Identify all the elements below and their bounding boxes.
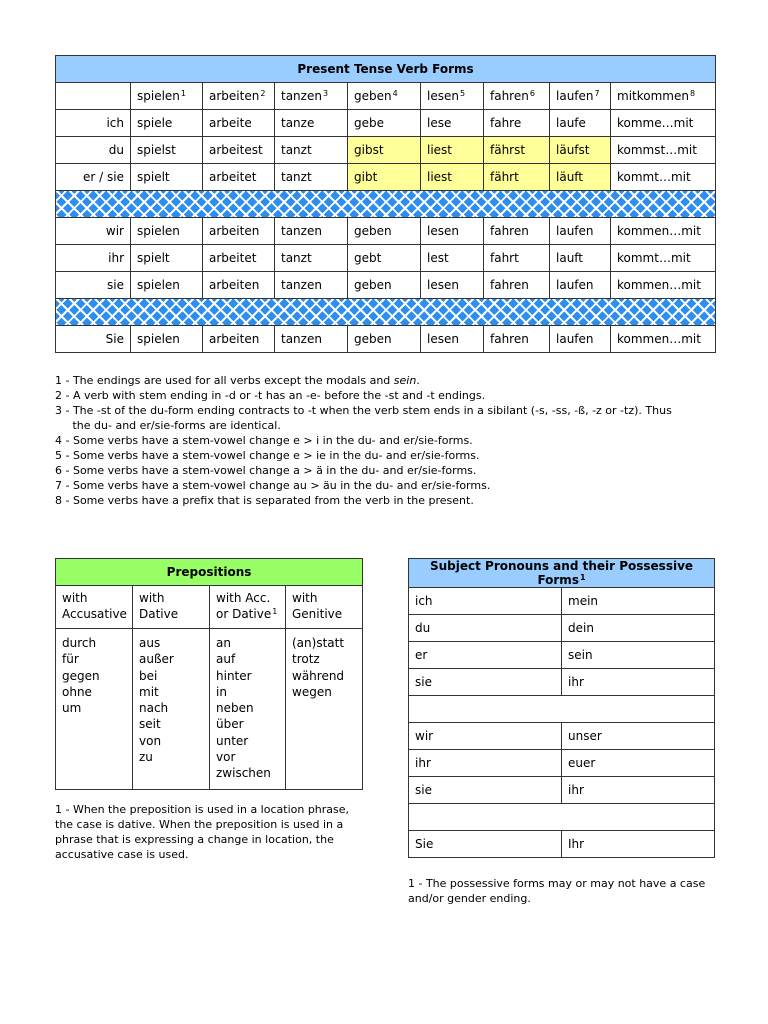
verb-form-cell: fahrt xyxy=(484,245,550,272)
case-header-line1: with xyxy=(62,591,88,605)
prepositions-table xyxy=(55,558,363,790)
verb-form-cell: kommt…mit xyxy=(611,164,716,191)
case-name: or Dative xyxy=(216,607,272,621)
pronoun-row xyxy=(409,723,715,750)
preposition-item: bei xyxy=(139,668,158,683)
pronouns-table xyxy=(408,558,715,858)
footnote-line xyxy=(55,373,735,388)
verb-infinitive: laufen xyxy=(556,89,594,103)
verb-infinitive: fahren xyxy=(490,89,529,103)
verb-form-cell: lest xyxy=(421,245,484,272)
conjugation-row xyxy=(56,137,716,164)
subject-pronoun-cell: wir xyxy=(409,723,562,750)
pronoun-cell: du xyxy=(56,137,131,164)
preposition-item: wegen xyxy=(292,684,332,699)
pronoun-cell: sie xyxy=(56,272,131,299)
possessive-cell: sein xyxy=(562,642,715,669)
verb-header-cell xyxy=(275,83,348,110)
pronouns-title: Subject Pronouns and their Possessive Forms$^1$ xyxy=(409,559,715,588)
footnote-line xyxy=(55,433,735,448)
footnote-text: 6 - Some verbs have a stem-vowel change a > ä in the du- and er/sie-forms. xyxy=(55,464,477,477)
separator-row xyxy=(56,299,716,326)
verb-form-cell: lesen xyxy=(421,326,484,353)
verb-form-cell: fährt xyxy=(484,164,550,191)
footnote-line xyxy=(55,388,735,403)
pronoun-row xyxy=(409,642,715,669)
preposition-item: seit xyxy=(139,717,161,732)
footnote-text: 5 - Some verbs have a stem-vowel change e > ie in the du- and er/sie-forms. xyxy=(55,449,480,462)
preposition-item: außer xyxy=(139,652,174,667)
verb-form-cell: laufen xyxy=(550,218,611,245)
preposition-item: von xyxy=(139,733,162,748)
separator-row xyxy=(56,191,716,218)
case-header-line2 xyxy=(216,606,279,622)
footnote-ref: 6 xyxy=(529,89,535,98)
possessive-cell: euer xyxy=(562,750,715,777)
preposition-item: unter xyxy=(216,733,249,748)
verb-form-cell: arbeite xyxy=(203,110,275,137)
footnote-line xyxy=(55,403,735,418)
preposition-item: zu xyxy=(139,750,153,765)
verb-form-cell: lesen xyxy=(421,272,484,299)
verb-infinitive: lesen xyxy=(427,89,459,103)
verb-form-cell: läuft xyxy=(550,164,611,191)
verb-form-cell: arbeiten xyxy=(203,218,275,245)
footnote-line xyxy=(55,448,735,463)
verb-form-cell: gibt xyxy=(348,164,421,191)
case-header xyxy=(133,586,210,629)
subject-pronoun-cell: Sie xyxy=(409,831,562,858)
preposition-item: hinter xyxy=(216,668,252,683)
prepositions-footnote: 1 - When the preposition is used in a location phrase, the case is dative. When the preposition is used in a phrase that is expressing a change in location, the accusative case is used. xyxy=(55,803,350,861)
pronoun-cell: ihr xyxy=(56,245,131,272)
preposition-list xyxy=(210,629,286,790)
verb-form-cell: tanzen xyxy=(275,272,348,299)
case-header-line2 xyxy=(292,606,356,622)
pronoun-cell: er / sie xyxy=(56,164,131,191)
verb-form-cell: liest xyxy=(421,137,484,164)
footnote-text: 8 - Some verbs have a prefix that is separated from the verb in the present. xyxy=(55,494,474,507)
preposition-item: zwischen xyxy=(216,766,271,781)
pronoun-cell: wir xyxy=(56,218,131,245)
verb-infinitive: mitkommen xyxy=(617,89,689,103)
preposition-item: mit xyxy=(139,684,159,699)
pronoun-cell: ich xyxy=(56,110,131,137)
possessive-cell: dein xyxy=(562,615,715,642)
preposition-item: durch xyxy=(62,636,97,650)
footnote-line xyxy=(55,478,735,493)
preposition-item: trotz xyxy=(292,652,320,667)
subject-pronoun-cell: er xyxy=(409,642,562,669)
case-name: Accusative xyxy=(62,607,127,621)
pronoun-cell: Sie xyxy=(56,326,131,353)
preposition-item: für xyxy=(62,652,79,667)
verb-form-cell: arbeiten xyxy=(203,272,275,299)
possessive-cell: ihr xyxy=(562,669,715,696)
verb-infinitive: arbeiten xyxy=(209,89,260,103)
case-header xyxy=(286,586,363,629)
pronoun-row xyxy=(409,615,715,642)
preposition-list xyxy=(133,629,210,790)
case-name: Genitive xyxy=(292,607,343,621)
verb-header-cell xyxy=(484,83,550,110)
verb-form-cell: spielst xyxy=(131,137,203,164)
verb-form-cell: geben xyxy=(348,218,421,245)
verb-form-cell: kommt…mit xyxy=(611,245,716,272)
hatched-separator xyxy=(56,191,716,218)
case-header-line1: with xyxy=(292,591,318,605)
possessive-cell: mein xyxy=(562,588,715,615)
verb-form-cell: tanzen xyxy=(275,218,348,245)
possessive-cell: unser xyxy=(562,723,715,750)
blank-row xyxy=(409,804,715,831)
verb-form-cell: lauft xyxy=(550,245,611,272)
case-header-line2 xyxy=(139,606,203,622)
verb-form-cell: komme…mit xyxy=(611,110,716,137)
verb-form-cell: kommen…mit xyxy=(611,326,716,353)
conjugation-row xyxy=(56,164,716,191)
possessive-cell: Ihr xyxy=(562,831,715,858)
verb-form-cell: tanzt xyxy=(275,245,348,272)
footnote-text: 1 - The endings are used for all verbs except the modals and xyxy=(55,374,394,387)
conjugation-row xyxy=(56,272,716,299)
verb-form-cell: kommst…mit xyxy=(611,137,716,164)
conjugation-row xyxy=(56,245,716,272)
footnote-ref: 1 xyxy=(272,607,278,616)
preposition-item: um xyxy=(62,701,82,716)
preposition-item: neben xyxy=(216,701,254,716)
footnote-text-end: . xyxy=(416,374,420,387)
verb-footnotes xyxy=(55,373,735,508)
verb-form-cell: tanze xyxy=(275,110,348,137)
verb-form-cell: spielt xyxy=(131,164,203,191)
verb-form-cell: spielen xyxy=(131,326,203,353)
conjugation-row xyxy=(56,326,716,353)
verb-form-cell: spielt xyxy=(131,245,203,272)
verb-infinitive: geben xyxy=(354,89,392,103)
footnote-ref: 2 xyxy=(260,89,266,98)
verb-form-cell: lesen xyxy=(421,218,484,245)
verb-form-cell: spiele xyxy=(131,110,203,137)
verb-form-cell: arbeitet xyxy=(203,245,275,272)
footnote-line xyxy=(55,418,735,433)
prepositions-list-row xyxy=(56,629,363,790)
verb-form-cell: lese xyxy=(421,110,484,137)
verb-form-cell: arbeitest xyxy=(203,137,275,164)
conjugation-row xyxy=(56,110,716,137)
verb-form-cell: fährst xyxy=(484,137,550,164)
footnote-ref: 7 xyxy=(594,89,600,98)
verb-infinitive: tanzen xyxy=(281,89,322,103)
verb-form-cell: geben xyxy=(348,326,421,353)
conjugation-row xyxy=(56,218,716,245)
subject-pronoun-cell: du xyxy=(409,615,562,642)
preposition-item: ohne xyxy=(62,684,92,699)
case-header-line1: with Acc. xyxy=(216,591,271,605)
verb-form-cell: liest xyxy=(421,164,484,191)
subject-pronoun-cell: sie xyxy=(409,777,562,804)
verb-form-cell: läufst xyxy=(550,137,611,164)
preposition-list xyxy=(56,629,133,790)
preposition-item: an xyxy=(216,636,231,650)
prepositions-header-row xyxy=(56,586,363,629)
verb-header-row xyxy=(56,83,716,110)
subject-pronoun-cell: ihr xyxy=(409,750,562,777)
pronouns-footnote: 1 - The possessive forms may or may not have a case and/or gender ending. xyxy=(408,877,706,905)
footnote-line xyxy=(55,463,735,478)
subject-pronoun-cell: sie xyxy=(409,669,562,696)
footnote-text: 7 - Some verbs have a stem-vowel change au > äu in the du- and er/sie-forms. xyxy=(55,479,491,492)
verb-form-cell: spielen xyxy=(131,218,203,245)
footnote-ref: 4 xyxy=(392,89,398,98)
verb-table-title: Present Tense Verb Forms xyxy=(56,56,716,83)
preposition-item: (an)statt xyxy=(292,636,345,650)
footnote-ref: 8 xyxy=(689,89,696,98)
blank-cell xyxy=(409,804,715,831)
preposition-item: über xyxy=(216,717,244,732)
verb-form-cell: laufen xyxy=(550,272,611,299)
verb-form-cell: tanzt xyxy=(275,137,348,164)
verb-form-cell: arbeiten xyxy=(203,326,275,353)
preposition-item: während xyxy=(292,668,345,683)
verb-form-cell: fahren xyxy=(484,326,550,353)
pronoun-row xyxy=(409,750,715,777)
verb-form-cell: laufen xyxy=(550,326,611,353)
case-name: Dative xyxy=(139,607,179,621)
verb-header-cell xyxy=(421,83,484,110)
verb-header-cell xyxy=(203,83,275,110)
pronoun-row xyxy=(409,777,715,804)
verb-form-cell: kommen…mit xyxy=(611,218,716,245)
footnote-text: 4 - Some verbs have a stem-vowel change e > i in the du- and er/sie-forms. xyxy=(55,434,473,447)
verb-form-cell: tanzt xyxy=(275,164,348,191)
footnote-text: 2 - A verb with stem ending in -d or -t has an -e- before the -st and -t endings. xyxy=(55,389,486,402)
possessive-cell: ihr xyxy=(562,777,715,804)
blank-cell xyxy=(409,696,715,723)
preposition-item: nach xyxy=(139,701,169,716)
verb-form-cell: spielen xyxy=(131,272,203,299)
preposition-item: vor xyxy=(216,750,236,765)
preposition-list xyxy=(286,629,363,790)
verb-form-cell: geben xyxy=(348,272,421,299)
case-header xyxy=(210,586,286,629)
verb-form-cell: kommen…mit xyxy=(611,272,716,299)
verb-infinitive: spielen xyxy=(137,89,180,103)
footnote-text: the du- and er/sie-forms are identical. xyxy=(55,419,281,432)
verb-form-cell: laufe xyxy=(550,110,611,137)
preposition-item: auf xyxy=(216,652,236,667)
verb-header-cell xyxy=(131,83,203,110)
blank-row xyxy=(409,696,715,723)
verb-header-cell xyxy=(611,83,716,110)
hatched-separator xyxy=(56,299,716,326)
preposition-item: in xyxy=(216,684,227,699)
verb-form-cell: fahre xyxy=(484,110,550,137)
verb-form-cell: gebe xyxy=(348,110,421,137)
footnote-ref: 1 xyxy=(180,89,187,98)
footnote-ref: 3 xyxy=(322,89,329,98)
case-header-line2 xyxy=(62,606,126,622)
case-header-line1: with xyxy=(139,591,165,605)
footnote-text: 3 - The -st of the du-form ending contracts to -t when the verb stem ends in a sibilant (-s, -ss, -ß, -z or -tz). Thus xyxy=(55,404,672,417)
verb-form-cell: fahren xyxy=(484,218,550,245)
verb-form-cell: gebt xyxy=(348,245,421,272)
preposition-item: gegen xyxy=(62,668,100,683)
verb-form-cell: fahren xyxy=(484,272,550,299)
pronoun-header-cell xyxy=(56,83,131,110)
verb-header-cell xyxy=(348,83,421,110)
prepositions-title: Prepositions xyxy=(56,559,363,586)
verb-form-cell: arbeitet xyxy=(203,164,275,191)
footnote-ref: 5 xyxy=(459,89,466,98)
verb-form-cell: gibst xyxy=(348,137,421,164)
footnote-line xyxy=(55,493,735,508)
pronoun-row xyxy=(409,669,715,696)
case-header xyxy=(56,586,133,629)
subject-pronoun-cell: ich xyxy=(409,588,562,615)
verb-header-cell xyxy=(550,83,611,110)
verb-forms-table xyxy=(55,55,716,353)
pronoun-row xyxy=(409,831,715,858)
preposition-item: aus xyxy=(139,636,161,650)
verb-form-cell: tanzen xyxy=(275,326,348,353)
footnote-emphasis: sein xyxy=(393,374,417,387)
pronoun-row xyxy=(409,588,715,615)
